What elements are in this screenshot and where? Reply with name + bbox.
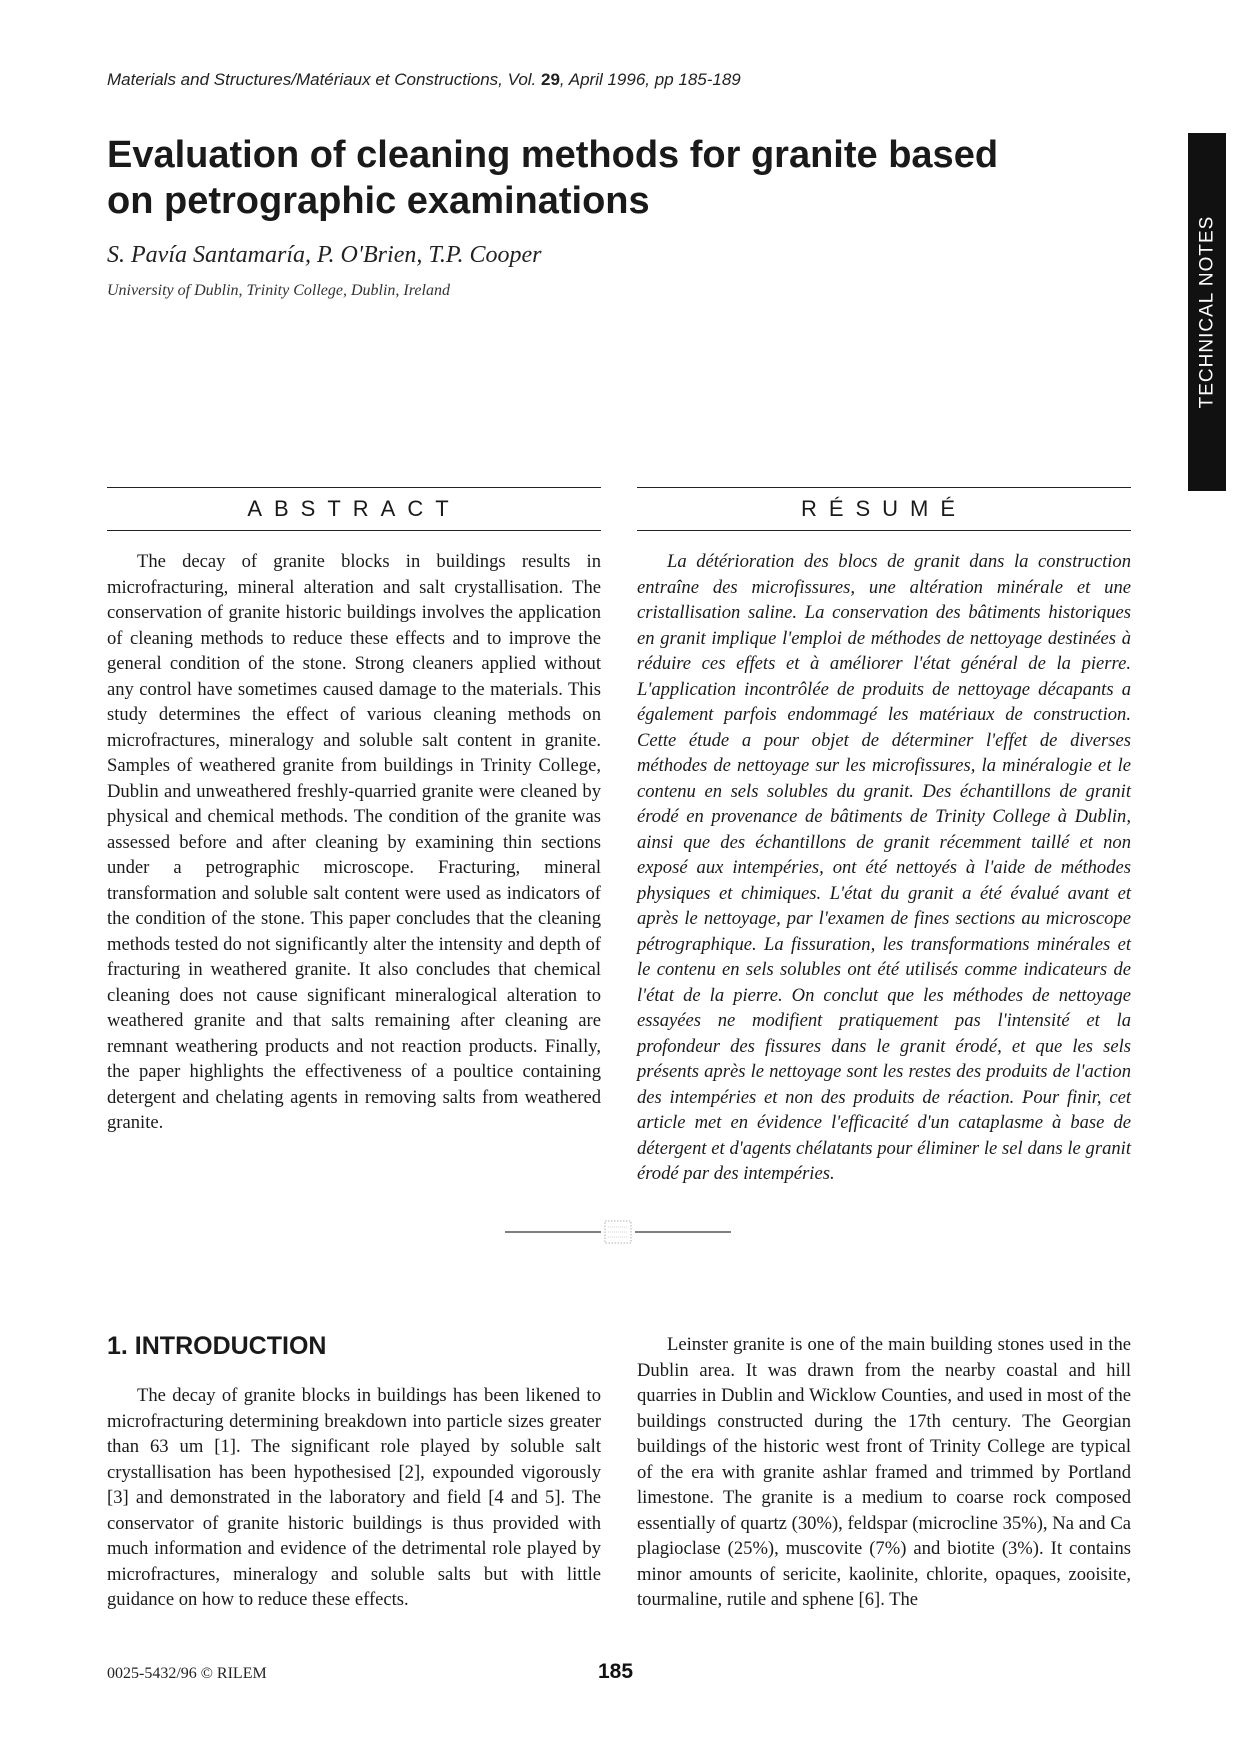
article-authors: S. Pavía Santamaría, P. O'Brien, T.P. Cooper xyxy=(107,242,542,268)
journal-citation xyxy=(107,70,741,90)
journal-issue: , April 1996, pp 185-189 xyxy=(559,70,741,89)
introduction-heading: 1. INTRODUCTION xyxy=(107,1332,327,1360)
page-number: 185 xyxy=(598,1660,634,1683)
abstract-heading: ABSTRACT xyxy=(107,487,601,531)
introduction-paragraph-2: Leinster granite is one of the main building stones used in the Dublin area. It was drawn from the nearby coastal and hill quarries in Dublin and Wicklow Counties, and used in most of the buildings constructed during the 17th century. The Georgian buildings of the historic west front of Trinity College are typical of the era with granite ashlar framed and trimmed by Portland limestone. The granite is a medium to coarse rock composed essentially of quartz (30%), feldspar (microcline 35%), Na and Ca plagioclase (25%), muscovite (7%) and biotite (3%). It contains minor amounts of sericite, kaolinite, chlorite, opaques, zooisite, tourmaline, rutile and sphene [6]. The xyxy=(637,1334,1131,1610)
resume-text: La détérioration des blocs de granit dans la construction entraîne des microfissures, une altération minérale et une cristallisation saline. La conservation des bâtiments historiques en granit implique l'emploi de méthodes de nettoyage destinées à réduire ces effets et à améliorer l'état général de la pierre. L'application incontrôlée de produits de nettoyage décapants a également parfois endommagé les matériaux de construction. Cette étude a pour objet de déterminer l'effet de diverses méthodes de nettoyage sur les microfissures, la minéralogie et le contenu en sels solubles du granit. Des échantillons de granit érodé en provenance de bâtiments de Trinity College à Dublin, ainsi que des échantillons de granit récemment taillé et non exposé aux intempéries, ont été nettoyés à l'aide de méthodes physiques et chimiques. L'état du granit a été évalué avant et après le nettoyage, par l'examen de fines sections au microscope pétrographique. La fissuration, les transformations minérales et le contenu en sels solubles ont été utilisés comme indicateurs de l'état de la pierre. On conclut que les méthodes de nettoyage essayées ne modifient pratiquement pas l'intensité et la profondeur des fissures dans le granit érodé, et que les sels présents après le nettoyage sont les restes des produits de l'action des intempéries et non des produits de réaction. Pour finir, cet article met en évidence l'efficacité d'un cataplasme à base de détergent et d'agents chélatants pour éliminer le sel dans le granit érodé par des intempéries. xyxy=(637,551,1131,1184)
introduction-paragraph-1: The decay of granite blocks in buildings has been likened to microfracturing determining breakdown into particle sizes greater than 63 um [1]. The significant role played by soluble salt crystallisation has been hypothesised [2], expounded vigorously [3] and demonstrated in the laboratory and field [4 and 5]. The conservator of granite historic buildings is thus provided with much information and evidence of the detrimental role played by microfractures, mineralogy and soluble salts but with little guidance on how to reduce these effects. xyxy=(107,1385,601,1610)
resume-heading: RÉSUMÉ xyxy=(637,487,1131,531)
technical-notes-tab xyxy=(1188,133,1226,491)
journal-name: Materials and Structures/Matériaux et Constructions, Vol. xyxy=(107,70,541,89)
abstract-text: The decay of granite blocks in buildings results in microfracturing, mineral alteration and salt crystallisation. The conservation of granite historic buildings involves the application of cleaning methods to reduce these effects and to improve the general condition of the stone. Strong cleaners applied without any control have sometimes caused damage to the materials. This study determines the effect of various cleaning methods on microfractures, mineralogy and soluble salt content in granite. Samples of weathered granite from buildings in Trinity College, Dublin and unweathered freshly-quarried granite were cleaned by physical and chemical methods. The condition of the granite was assessed before and after cleaning by examining thin sections under a petrographic microscope. Fracturing, mineral transformation and soluble salt content were used as indicators of the condition of the stone. This paper concludes that the cleaning methods tested do not significantly alter the intensity and depth of fracturing in weathered granite. It also concludes that chemical cleaning does not cause significant mineralogical alteration to weathered granite and that salts remaining after cleaning are remnant weathering products and not reaction products. Finally, the paper highlights the effectiveness of a poultice containing detergent and chelating agents in removing salts from weathered granite. xyxy=(107,551,601,1133)
article-affiliation: University of Dublin, Trinity College, Dublin, Ireland xyxy=(107,282,450,299)
article-title: Evaluation of cleaning methods for granite based on petrographic examinations xyxy=(107,134,999,222)
section-divider-ornament xyxy=(505,1217,731,1247)
journal-volume: 29 xyxy=(541,70,560,89)
technical-notes-label: TECHNICAL NOTES xyxy=(1196,215,1217,409)
footer-issn: 0025-5432/96 © RILEM xyxy=(107,1665,267,1682)
